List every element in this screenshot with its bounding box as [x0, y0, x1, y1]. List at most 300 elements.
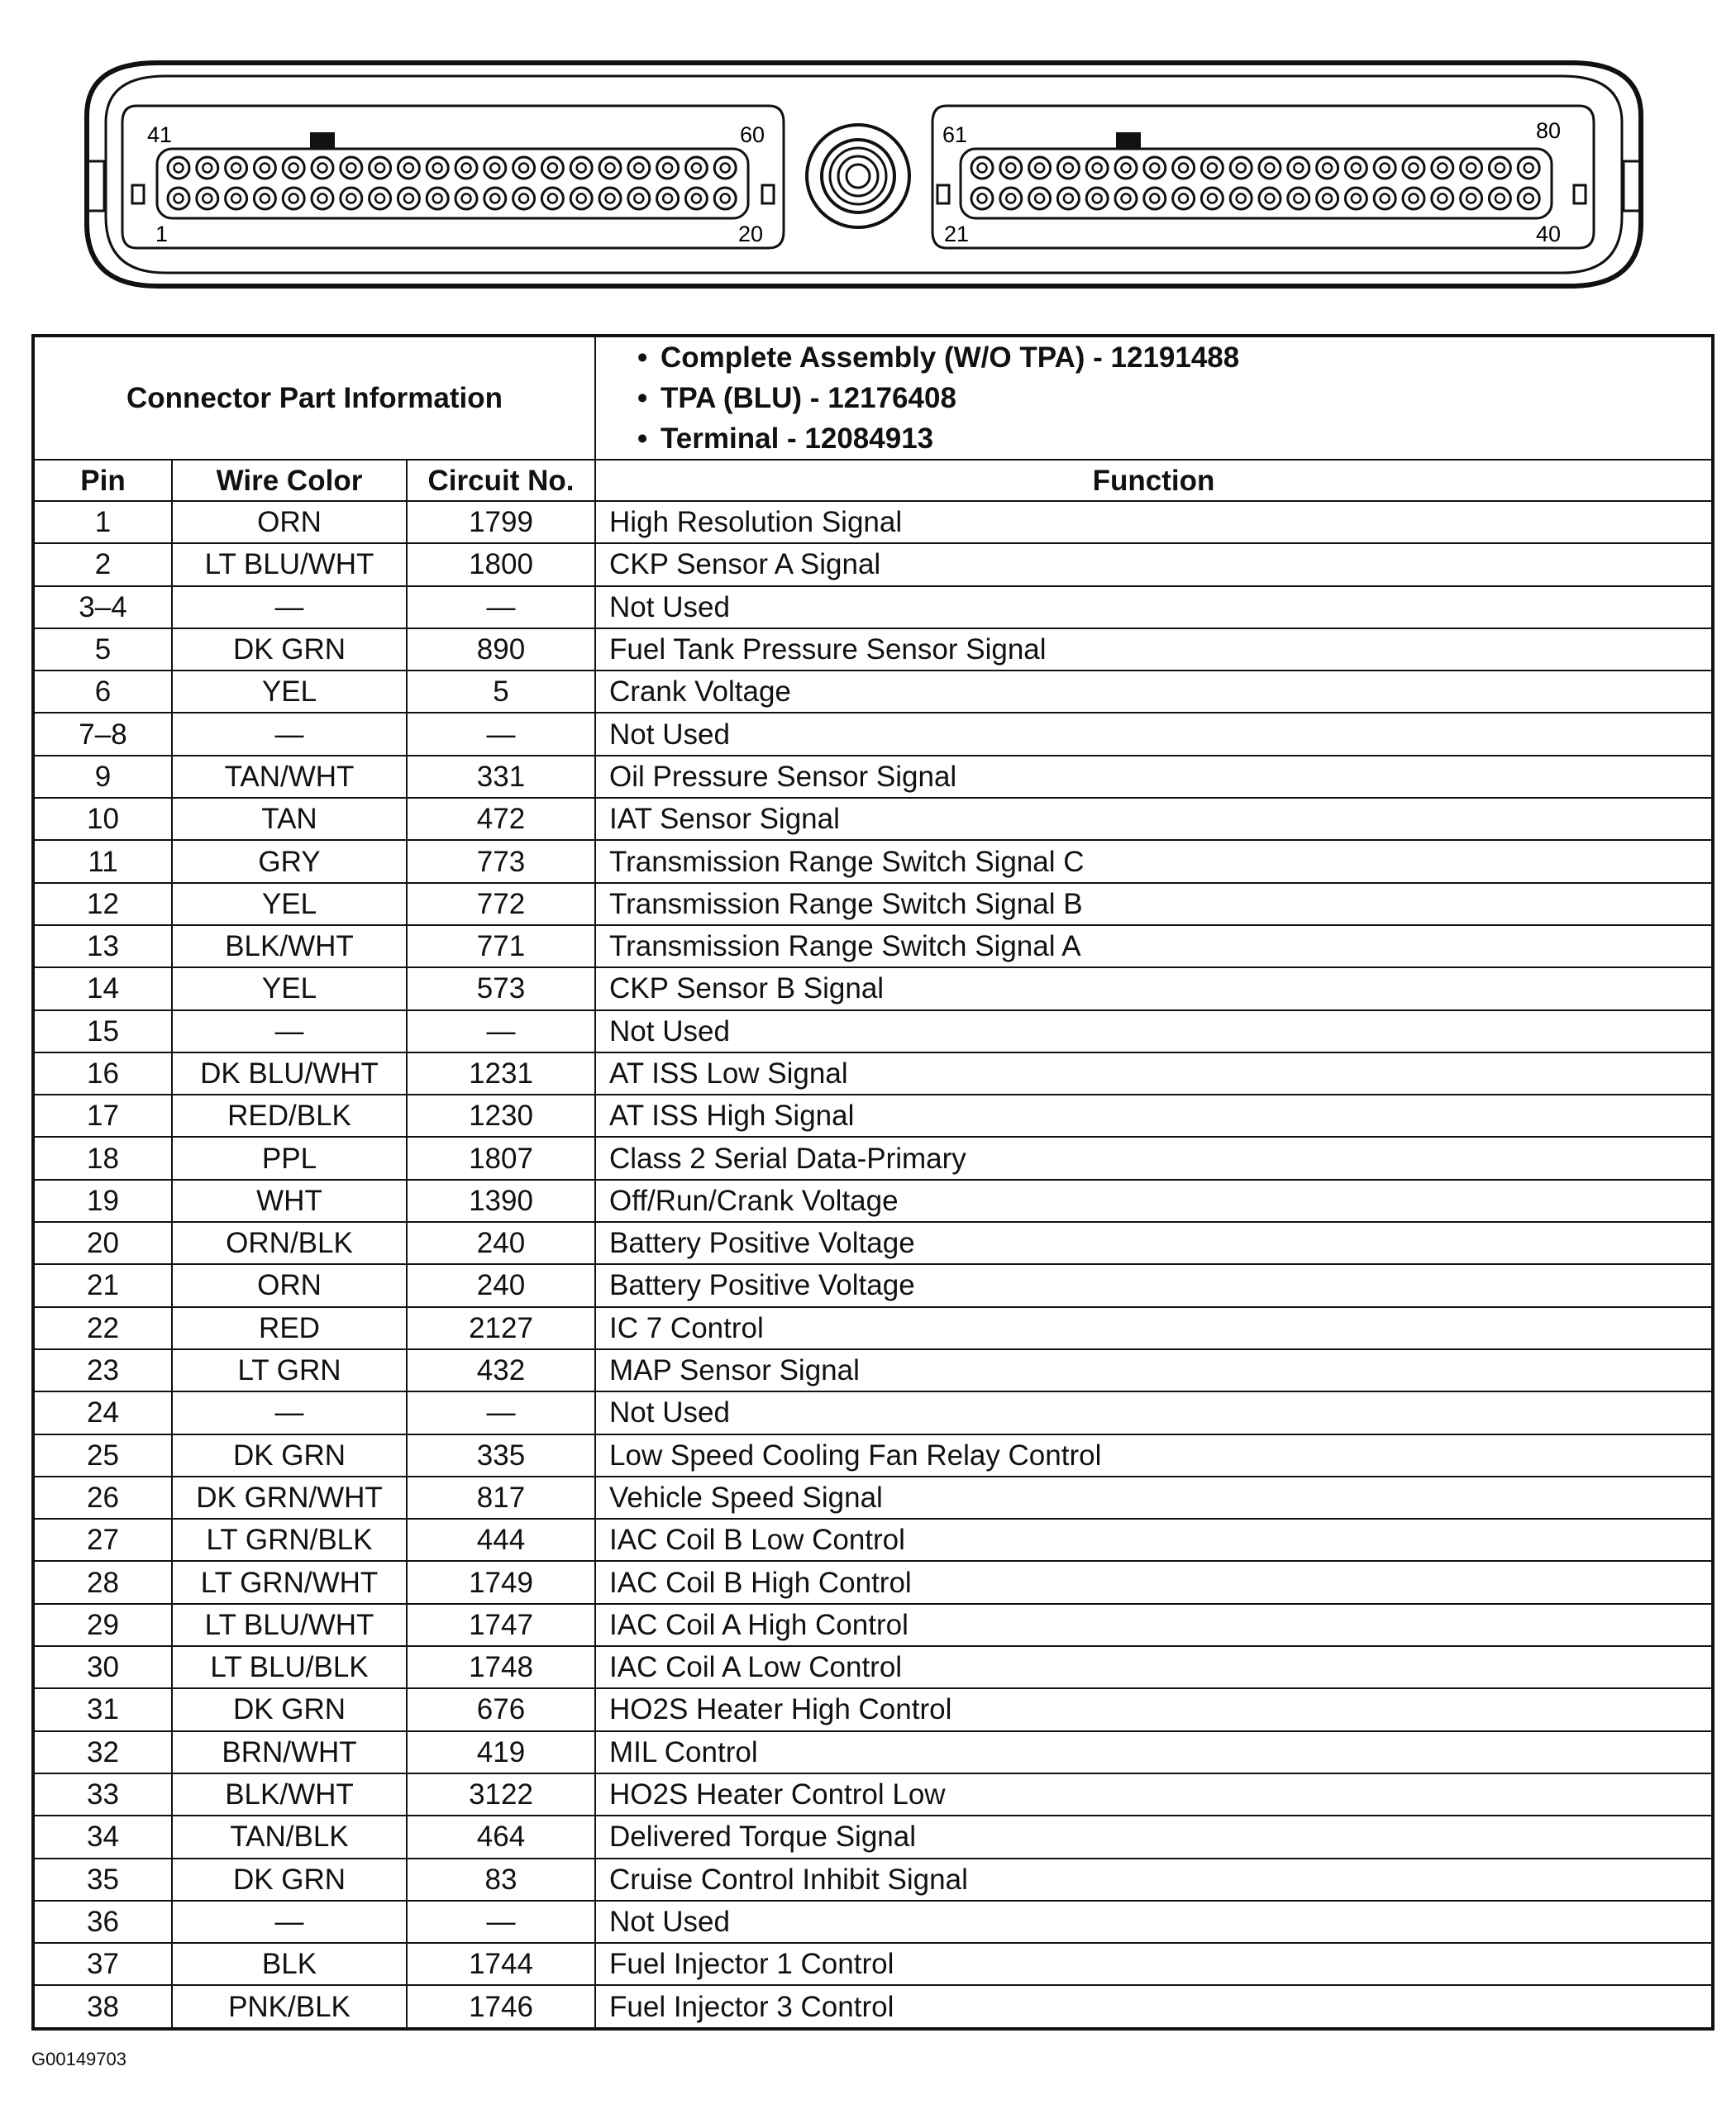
pin-cavity [197, 188, 218, 209]
wire-color-cell: DK GRN [172, 1859, 407, 1901]
table-row [33, 1646, 1713, 1688]
pin-cavity [971, 188, 993, 209]
function-cell: MIL Control [595, 1731, 1713, 1773]
table-row [33, 1604, 1713, 1646]
wire-color-cell: — [172, 713, 407, 755]
left-pin-array [168, 157, 736, 209]
pin-cavity [541, 188, 563, 209]
pin-cavity [513, 188, 535, 209]
pin-cell: 34 [33, 1816, 172, 1858]
circuit-cell: — [407, 713, 595, 755]
pin-cavity [1518, 157, 1539, 179]
table-row [33, 1477, 1713, 1519]
pin-cell: 21 [33, 1264, 172, 1306]
pin-cavity [1518, 188, 1539, 209]
pin-cavity [1230, 188, 1252, 209]
pin-cavity [1345, 188, 1366, 209]
pin-terminal [1208, 194, 1217, 203]
pin-cell: 24 [33, 1391, 172, 1434]
circuit-cell: 419 [407, 1731, 595, 1773]
header-function: Function [595, 460, 1713, 501]
pin-terminal [318, 164, 327, 173]
pin-label-40: 40 [1536, 222, 1562, 246]
circuit-cell: 676 [407, 1688, 595, 1730]
header-circuit-no: Circuit No. [407, 460, 595, 501]
pin-label-1: 1 [155, 222, 169, 246]
table-row [33, 1137, 1713, 1179]
function-cell: MAP Sensor Signal [595, 1349, 1713, 1391]
pin-cavity [398, 188, 419, 209]
circuit-cell: 335 [407, 1434, 595, 1477]
pin-cavity [1259, 157, 1281, 179]
circuit-cell: 464 [407, 1816, 595, 1858]
part-info-item: • Terminal - 12084913 [637, 422, 934, 455]
pin-cavity [513, 157, 535, 179]
function-cell: IAC Coil B Low Control [595, 1519, 1713, 1561]
left-cavity [122, 106, 784, 248]
wire-color-cell: GRY [172, 840, 407, 882]
pin-terminal [519, 164, 528, 173]
pin-terminal [1524, 194, 1533, 203]
pin-cavity [599, 188, 621, 209]
function-cell: Off/Run/Crank Voltage [595, 1180, 1713, 1222]
table-row [33, 1731, 1713, 1773]
pin-cavity [1461, 157, 1482, 179]
pin-cavity [1057, 157, 1079, 179]
table-header-row [33, 460, 1713, 501]
pin-cell: 38 [33, 1985, 172, 2028]
circuit-cell: 1799 [407, 501, 595, 543]
wire-color-cell: — [172, 586, 407, 628]
wire-color-cell: LT BLU/WHT [172, 543, 407, 585]
connector-diagram [0, 0, 1736, 298]
pin-cavity [312, 157, 333, 179]
pin-cavity [657, 188, 679, 209]
table-row [33, 1901, 1713, 1943]
pin-label-60: 60 [740, 122, 765, 147]
pin-terminal [433, 194, 442, 203]
pin-terminal [1035, 194, 1044, 203]
function-cell: IC 7 Control [595, 1307, 1713, 1349]
table-row [33, 1688, 1713, 1730]
circuit-cell: 1390 [407, 1180, 595, 1222]
pin-cell: 23 [33, 1349, 172, 1391]
pin-cavity [1086, 188, 1108, 209]
table-row [33, 501, 1713, 543]
function-cell: HO2S Heater Control Low [595, 1773, 1713, 1816]
pin-cell: 12 [33, 883, 172, 925]
pin-terminal [978, 194, 987, 203]
function-cell: Transmission Range Switch Signal C [595, 840, 1713, 882]
wire-color-cell: DK GRN [172, 1688, 407, 1730]
pin-cell: 37 [33, 1943, 172, 1985]
wire-color-cell: — [172, 1010, 407, 1052]
right-side-tab-l [937, 185, 949, 203]
pin-terminal [663, 164, 672, 173]
pin-terminal [519, 194, 528, 203]
pin-label-21: 21 [944, 222, 970, 246]
wire-color-cell: RED/BLK [172, 1095, 407, 1137]
pin-cell: 20 [33, 1222, 172, 1264]
circuit-cell: — [407, 1901, 595, 1943]
pin-terminal [1294, 164, 1303, 173]
pin-cavity [254, 188, 275, 209]
function-cell: CKP Sensor B Signal [595, 967, 1713, 1009]
header-pin: Pin [33, 460, 172, 501]
pin-terminal [577, 164, 586, 173]
function-cell: Not Used [595, 586, 1713, 628]
function-cell: IAC Coil A Low Control [595, 1646, 1713, 1688]
pin-terminal [289, 194, 298, 203]
pin-terminal [1237, 164, 1246, 173]
wire-color-cell: LT GRN [172, 1349, 407, 1391]
pin-cavity [599, 157, 621, 179]
table-row [33, 1561, 1713, 1603]
circuit-cell: 1746 [407, 1985, 595, 2028]
function-cell: HO2S Heater High Control [595, 1688, 1713, 1730]
pin-cell: 15 [33, 1010, 172, 1052]
pin-terminal [634, 194, 643, 203]
pin-terminal [1323, 194, 1332, 203]
circuit-cell: 771 [407, 925, 595, 967]
pin-cavity [455, 157, 477, 179]
pin-cavity [1403, 188, 1424, 209]
function-cell: Class 2 Serial Data-Primary [595, 1137, 1713, 1179]
pin-cell: 10 [33, 798, 172, 840]
wire-color-cell: PPL [172, 1137, 407, 1179]
wire-color-cell: TAN/WHT [172, 756, 407, 798]
table-row [33, 1349, 1713, 1391]
pin-terminal [1179, 164, 1188, 173]
circuit-cell: 890 [407, 628, 595, 671]
pin-terminal [1438, 194, 1447, 203]
pin-cavity [1489, 188, 1510, 209]
pin-cell: 2 [33, 543, 172, 585]
pin-terminal [375, 194, 384, 203]
table-row [33, 1010, 1713, 1052]
pin-cell: 13 [33, 925, 172, 967]
pin-terminal [1467, 164, 1476, 173]
function-cell: Battery Positive Voltage [595, 1264, 1713, 1306]
pin-terminal [289, 164, 298, 173]
pin-terminal [462, 164, 471, 173]
pin-cell: 5 [33, 628, 172, 671]
table-row [33, 1264, 1713, 1306]
pin-terminal [1352, 194, 1361, 203]
pin-cell: 22 [33, 1307, 172, 1349]
wire-color-cell: BLK/WHT [172, 925, 407, 967]
wire-color-cell: PNK/BLK [172, 1985, 407, 2028]
table-row [33, 1943, 1713, 1985]
pin-terminal [1208, 164, 1217, 173]
wire-color-cell: TAN [172, 798, 407, 840]
pin-cavity [657, 157, 679, 179]
pin-cavity [1144, 157, 1166, 179]
pin-terminal [548, 164, 557, 173]
pin-cell: 35 [33, 1859, 172, 1901]
function-cell: Low Speed Cooling Fan Relay Control [595, 1434, 1713, 1477]
function-cell: Not Used [595, 713, 1713, 755]
function-cell: IAC Coil B High Control [595, 1561, 1713, 1603]
pin-cell: 18 [33, 1137, 172, 1179]
pin-cell: 19 [33, 1180, 172, 1222]
pin-cavity [1345, 157, 1366, 179]
pin-cavity [1086, 157, 1108, 179]
right-pin-array [971, 157, 1539, 209]
circuit-cell: 472 [407, 798, 595, 840]
table-row [33, 628, 1713, 671]
pin-terminal [1064, 164, 1073, 173]
wire-color-cell: BRN/WHT [172, 1731, 407, 1773]
pin-terminal [721, 164, 730, 173]
header-wire-color: Wire Color [172, 460, 407, 501]
function-cell: Fuel Injector 1 Control [595, 1943, 1713, 1985]
circuit-cell: 331 [407, 756, 595, 798]
pin-terminal [1150, 194, 1159, 203]
pin-cavity [1144, 188, 1166, 209]
circuit-cell: 817 [407, 1477, 595, 1519]
pin-cell: 25 [33, 1434, 172, 1477]
pin-terminal [174, 194, 184, 203]
table-row [33, 586, 1713, 628]
pin-cavity [628, 157, 650, 179]
pin-cavity [1259, 188, 1281, 209]
wire-color-cell: LT BLU/BLK [172, 1646, 407, 1688]
function-cell: Crank Voltage [595, 671, 1713, 713]
function-cell: Delivered Torque Signal [595, 1816, 1713, 1858]
pin-cell: 36 [33, 1901, 172, 1943]
function-cell: Fuel Injector 3 Control [595, 1985, 1713, 2028]
pin-cavity [1317, 188, 1338, 209]
wire-color-cell: DK BLU/WHT [172, 1052, 407, 1095]
function-cell: Not Used [595, 1901, 1713, 1943]
pin-terminal [1064, 194, 1073, 203]
function-cell: Battery Positive Voltage [595, 1222, 1713, 1264]
pin-cavity [168, 188, 189, 209]
function-cell: AT ISS Low Signal [595, 1052, 1713, 1095]
pin-cavity [283, 188, 304, 209]
pin-cavity [570, 157, 592, 179]
circuit-cell: 1744 [407, 1943, 595, 1985]
circuit-cell: 1807 [407, 1137, 595, 1179]
pin-cavity [570, 188, 592, 209]
pin-cavity [685, 188, 707, 209]
pin-terminal [1352, 164, 1361, 173]
pin-terminal [1495, 164, 1505, 173]
pin-terminal [174, 164, 184, 173]
pin-cell: 32 [33, 1731, 172, 1773]
pin-cavity [226, 188, 247, 209]
pin-terminal [1524, 164, 1533, 173]
table-row [33, 1773, 1713, 1816]
pin-cavity [1432, 188, 1453, 209]
pin-terminal [1495, 194, 1505, 203]
pin-terminal [203, 194, 212, 203]
table-row [33, 798, 1713, 840]
pin-cavity [168, 157, 189, 179]
wire-color-cell: RED [172, 1307, 407, 1349]
pin-cavity [628, 188, 650, 209]
pin-terminal [692, 194, 701, 203]
figure-id: G00149703 [31, 2049, 126, 2069]
circuit-cell: 432 [407, 1349, 595, 1391]
circuit-cell: 1747 [407, 1604, 595, 1646]
wire-color-cell: DK GRN/WHT [172, 1477, 407, 1519]
table-row [33, 883, 1713, 925]
function-cell: High Resolution Signal [595, 501, 1713, 543]
pin-terminal [1409, 194, 1419, 203]
pin-terminal [1035, 164, 1044, 173]
pin-cavity [312, 188, 333, 209]
left-key [310, 132, 335, 149]
pin-cavity [1000, 157, 1022, 179]
pin-terminal [1409, 164, 1419, 173]
pin-cell: 1 [33, 501, 172, 543]
part-info-list [595, 336, 1713, 460]
center-bolt-core [847, 165, 870, 188]
pin-cell: 33 [33, 1773, 172, 1816]
pin-cavity [370, 188, 391, 209]
pin-cavity [197, 157, 218, 179]
pin-cell: 11 [33, 840, 172, 882]
table-row [33, 925, 1713, 967]
pin-terminal [1179, 194, 1188, 203]
pin-cell: 6 [33, 671, 172, 713]
pin-terminal [1122, 194, 1131, 203]
pin-cavity [455, 188, 477, 209]
pin-cavity [1173, 188, 1195, 209]
part-info-item: • TPA (BLU) - 12176408 [637, 382, 956, 414]
pin-terminal [404, 164, 413, 173]
pin-cavity [427, 157, 448, 179]
table-row [33, 1519, 1713, 1561]
circuit-cell: 5 [407, 671, 595, 713]
pin-cavity [685, 157, 707, 179]
circuit-cell: 1800 [407, 543, 595, 585]
pin-cell: 3–4 [33, 586, 172, 628]
pin-cell: 31 [33, 1688, 172, 1730]
pin-cavity [398, 157, 419, 179]
pin-terminal [1150, 164, 1159, 173]
pin-cavity [971, 157, 993, 179]
pin-cell: 29 [33, 1604, 172, 1646]
pin-cavity [1115, 188, 1137, 209]
wire-color-cell: — [172, 1901, 407, 1943]
pin-terminal [260, 164, 269, 173]
pin-terminal [1093, 194, 1102, 203]
table-row [33, 1180, 1713, 1222]
circuit-cell: 1748 [407, 1646, 595, 1688]
table-row [33, 756, 1713, 798]
wire-color-cell: WHT [172, 1180, 407, 1222]
pin-label-41: 41 [147, 122, 173, 147]
pin-terminal [663, 194, 672, 203]
pin-terminal [1006, 194, 1015, 203]
right-latch [1624, 161, 1640, 211]
function-cell: Fuel Tank Pressure Sensor Signal [595, 628, 1713, 671]
function-cell: IAT Sensor Signal [595, 798, 1713, 840]
table-row [33, 671, 1713, 713]
circuit-cell: — [407, 586, 595, 628]
pin-cavity [1115, 157, 1137, 179]
wire-color-cell: ORN [172, 501, 407, 543]
function-cell: Vehicle Speed Signal [595, 1477, 1713, 1519]
wire-color-cell: LT BLU/WHT [172, 1604, 407, 1646]
pin-cavity [1201, 157, 1223, 179]
function-cell: Transmission Range Switch Signal B [595, 883, 1713, 925]
pin-label-80: 80 [1536, 118, 1562, 143]
pin-cavity [1461, 188, 1482, 209]
pin-label-61: 61 [942, 122, 968, 147]
pin-terminal [404, 194, 413, 203]
pin-cavity [484, 188, 506, 209]
pin-terminal [346, 164, 355, 173]
pin-terminal [692, 164, 701, 173]
left-side-tab-r [762, 185, 774, 203]
center-bolt-ring [822, 140, 894, 212]
table-row [33, 1052, 1713, 1095]
pin-terminal [490, 194, 499, 203]
wire-color-cell: BLK [172, 1943, 407, 1985]
circuit-cell: 772 [407, 883, 595, 925]
pin-terminal [1294, 194, 1303, 203]
pin-terminal [978, 164, 987, 173]
pin-cavity [1432, 157, 1453, 179]
circuit-cell: 3122 [407, 1773, 595, 1816]
function-cell: Oil Pressure Sensor Signal [595, 756, 1713, 798]
pin-terminal [1237, 194, 1246, 203]
pin-terminal [606, 194, 615, 203]
pin-terminal [577, 194, 586, 203]
left-latch [88, 161, 104, 211]
table-row [33, 840, 1713, 882]
wire-color-cell: LT GRN/WHT [172, 1561, 407, 1603]
pin-terminal [433, 164, 442, 173]
right-key [1116, 132, 1141, 149]
pin-cavity [226, 157, 247, 179]
pin-cavity [1173, 157, 1195, 179]
pin-cavity [1374, 157, 1395, 179]
pin-terminal [721, 194, 730, 203]
pin-terminal [462, 194, 471, 203]
pin-cell: 26 [33, 1477, 172, 1519]
connector-pin-table [31, 334, 1715, 2031]
table-row [33, 1095, 1713, 1137]
wire-color-cell: YEL [172, 967, 407, 1009]
wire-color-cell: TAN/BLK [172, 1816, 407, 1858]
pin-terminal [203, 164, 212, 173]
wire-color-cell: ORN [172, 1264, 407, 1306]
pin-cavity [484, 157, 506, 179]
pin-cavity [341, 188, 362, 209]
pin-terminal [1122, 164, 1131, 173]
function-cell: AT ISS High Signal [595, 1095, 1713, 1137]
pin-cavity [283, 157, 304, 179]
pin-cell: 7–8 [33, 713, 172, 755]
pin-cell: 9 [33, 756, 172, 798]
table-row [33, 1391, 1713, 1434]
pin-cavity [1201, 188, 1223, 209]
wire-color-cell: YEL [172, 671, 407, 713]
circuit-cell: 1231 [407, 1052, 595, 1095]
function-cell: Not Used [595, 1391, 1713, 1434]
wire-color-cell: LT GRN/BLK [172, 1519, 407, 1561]
circuit-cell: 240 [407, 1222, 595, 1264]
right-side-tab-r [1574, 185, 1586, 203]
function-cell: CKP Sensor A Signal [595, 543, 1713, 585]
pin-cavity [254, 157, 275, 179]
pin-cell: 27 [33, 1519, 172, 1561]
